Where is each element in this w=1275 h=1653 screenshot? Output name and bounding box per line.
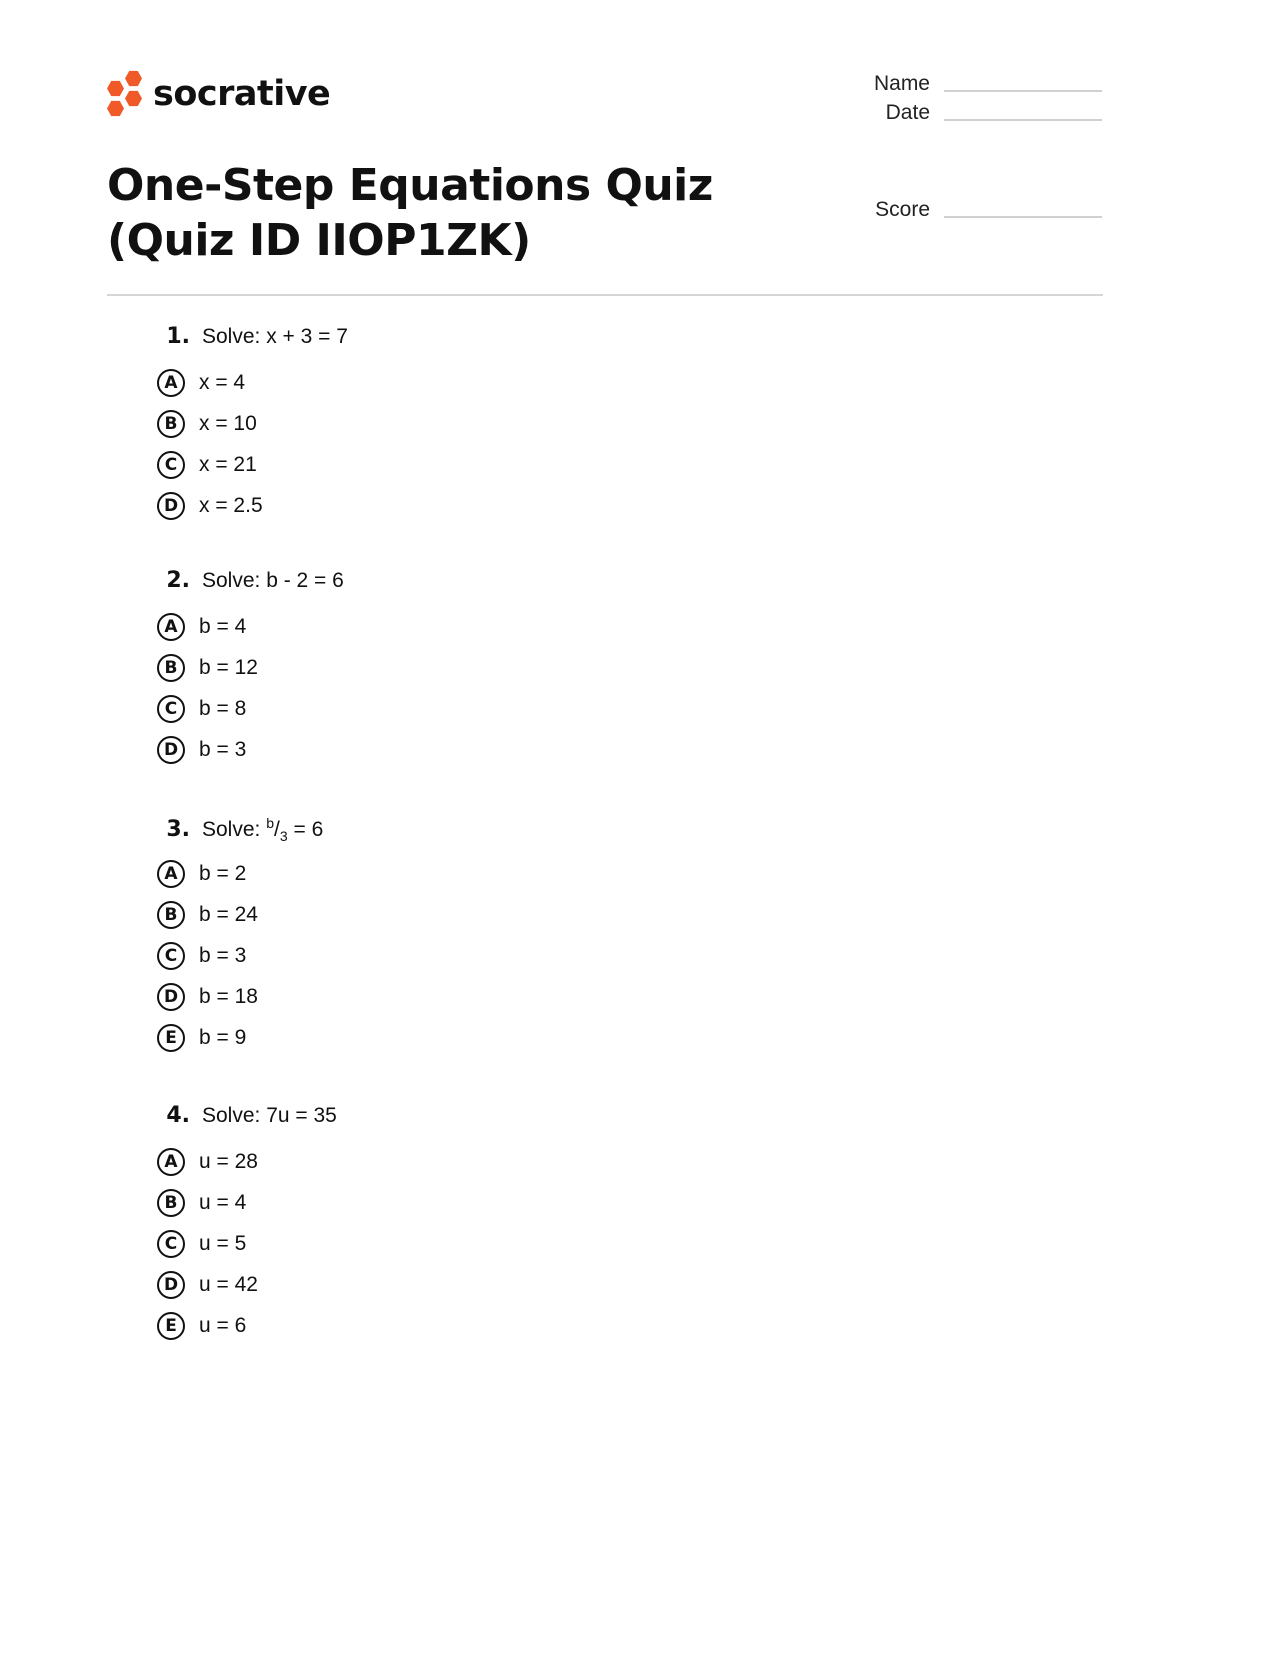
question-3 bbox=[157, 815, 323, 1058]
option-text: b = 3 bbox=[199, 737, 247, 761]
option-text: b = 18 bbox=[199, 984, 258, 1008]
option-d[interactable] bbox=[157, 485, 348, 526]
question-4 bbox=[157, 1103, 337, 1346]
question-number: 2. bbox=[166, 568, 190, 593]
name-label: Name bbox=[873, 72, 930, 95]
option-text: u = 5 bbox=[199, 1231, 247, 1255]
option-d[interactable] bbox=[157, 729, 344, 770]
option-text: x = 4 bbox=[199, 370, 246, 394]
fraction-numerator: b bbox=[266, 815, 274, 831]
option-text: b = 4 bbox=[199, 614, 247, 638]
fraction-denominator: 3 bbox=[279, 828, 288, 845]
answer-bubble-c[interactable]: C bbox=[157, 451, 185, 479]
answer-bubble-d[interactable]: D bbox=[157, 983, 185, 1011]
score-field[interactable] bbox=[860, 198, 1102, 222]
answer-bubble-d[interactable]: D bbox=[157, 1271, 185, 1299]
answer-bubble-b[interactable]: B bbox=[157, 654, 185, 682]
option-text: u = 4 bbox=[199, 1190, 247, 1214]
quiz-title: One-Step Equations Quiz (Quiz ID IIOP1ZK) bbox=[107, 160, 713, 266]
answer-bubble-a[interactable]: A bbox=[157, 860, 185, 888]
header-divider bbox=[107, 294, 1103, 296]
question-number: 1. bbox=[166, 324, 190, 349]
answer-bubble-b[interactable]: B bbox=[157, 1189, 185, 1217]
answer-bubble-c[interactable]: C bbox=[157, 695, 185, 723]
option-text: x = 10 bbox=[199, 411, 257, 435]
option-e[interactable] bbox=[157, 1305, 337, 1346]
answer-bubble-a[interactable]: A bbox=[157, 369, 185, 397]
brand-name: socrative bbox=[153, 74, 331, 114]
date-label: Date bbox=[885, 101, 930, 124]
question-prompt: Solve: 7u = 35 bbox=[202, 1104, 337, 1127]
hexagon-logo-icon bbox=[107, 70, 147, 118]
name-field[interactable] bbox=[860, 72, 1102, 96]
question-2 bbox=[157, 568, 344, 770]
option-e[interactable] bbox=[157, 1017, 323, 1058]
option-text: b = 24 bbox=[199, 902, 258, 926]
option-b[interactable] bbox=[157, 403, 348, 444]
date-line[interactable] bbox=[944, 119, 1102, 121]
option-text: x = 2.5 bbox=[199, 493, 263, 517]
question-prompt: Solve: x + 3 = 7 bbox=[202, 325, 348, 348]
option-c[interactable] bbox=[157, 1223, 337, 1264]
option-text: x = 21 bbox=[199, 452, 257, 476]
option-text: u = 42 bbox=[199, 1272, 258, 1296]
option-a[interactable] bbox=[157, 362, 348, 403]
answer-bubble-d[interactable]: D bbox=[157, 492, 185, 520]
option-c[interactable] bbox=[157, 935, 323, 976]
option-a[interactable] bbox=[157, 853, 323, 894]
question-prompt: Solve: $^b/_3 = 6$ bbox=[202, 815, 324, 845]
option-b[interactable] bbox=[157, 647, 344, 688]
option-b[interactable] bbox=[157, 894, 323, 935]
answer-bubble-e[interactable]: E bbox=[157, 1024, 185, 1052]
option-d[interactable] bbox=[157, 976, 323, 1017]
name-line[interactable] bbox=[944, 90, 1102, 92]
option-text: b = 12 bbox=[199, 655, 258, 679]
score-line[interactable] bbox=[944, 216, 1102, 218]
option-a[interactable] bbox=[157, 606, 344, 647]
answer-bubble-b[interactable]: B bbox=[157, 410, 185, 438]
question-1 bbox=[157, 324, 348, 526]
option-text: b = 3 bbox=[199, 943, 247, 967]
socrative-logo bbox=[107, 70, 330, 118]
answer-bubble-e[interactable]: E bbox=[157, 1312, 185, 1340]
answer-bubble-a[interactable]: A bbox=[157, 613, 185, 641]
date-field[interactable] bbox=[860, 101, 1102, 125]
option-text: u = 28 bbox=[199, 1149, 258, 1173]
score-label: Score bbox=[875, 198, 930, 221]
answer-bubble-c[interactable]: C bbox=[157, 942, 185, 970]
answer-bubble-d[interactable]: D bbox=[157, 736, 185, 764]
question-prompt: Solve: b - 2 = 6 bbox=[202, 569, 344, 592]
answer-bubble-a[interactable]: A bbox=[157, 1148, 185, 1176]
option-text: b = 9 bbox=[199, 1025, 247, 1049]
option-text: u = 6 bbox=[199, 1313, 247, 1337]
option-text: b = 2 bbox=[199, 861, 247, 885]
option-a[interactable] bbox=[157, 1141, 337, 1182]
option-c[interactable] bbox=[157, 444, 348, 485]
answer-bubble-c[interactable]: C bbox=[157, 1230, 185, 1258]
question-number: 3. bbox=[166, 817, 190, 842]
answer-bubble-b[interactable]: B bbox=[157, 901, 185, 929]
option-b[interactable] bbox=[157, 1182, 337, 1223]
option-d[interactable] bbox=[157, 1264, 337, 1305]
option-text: b = 8 bbox=[199, 696, 247, 720]
option-c[interactable] bbox=[157, 688, 344, 729]
question-number: 4. bbox=[166, 1103, 190, 1128]
